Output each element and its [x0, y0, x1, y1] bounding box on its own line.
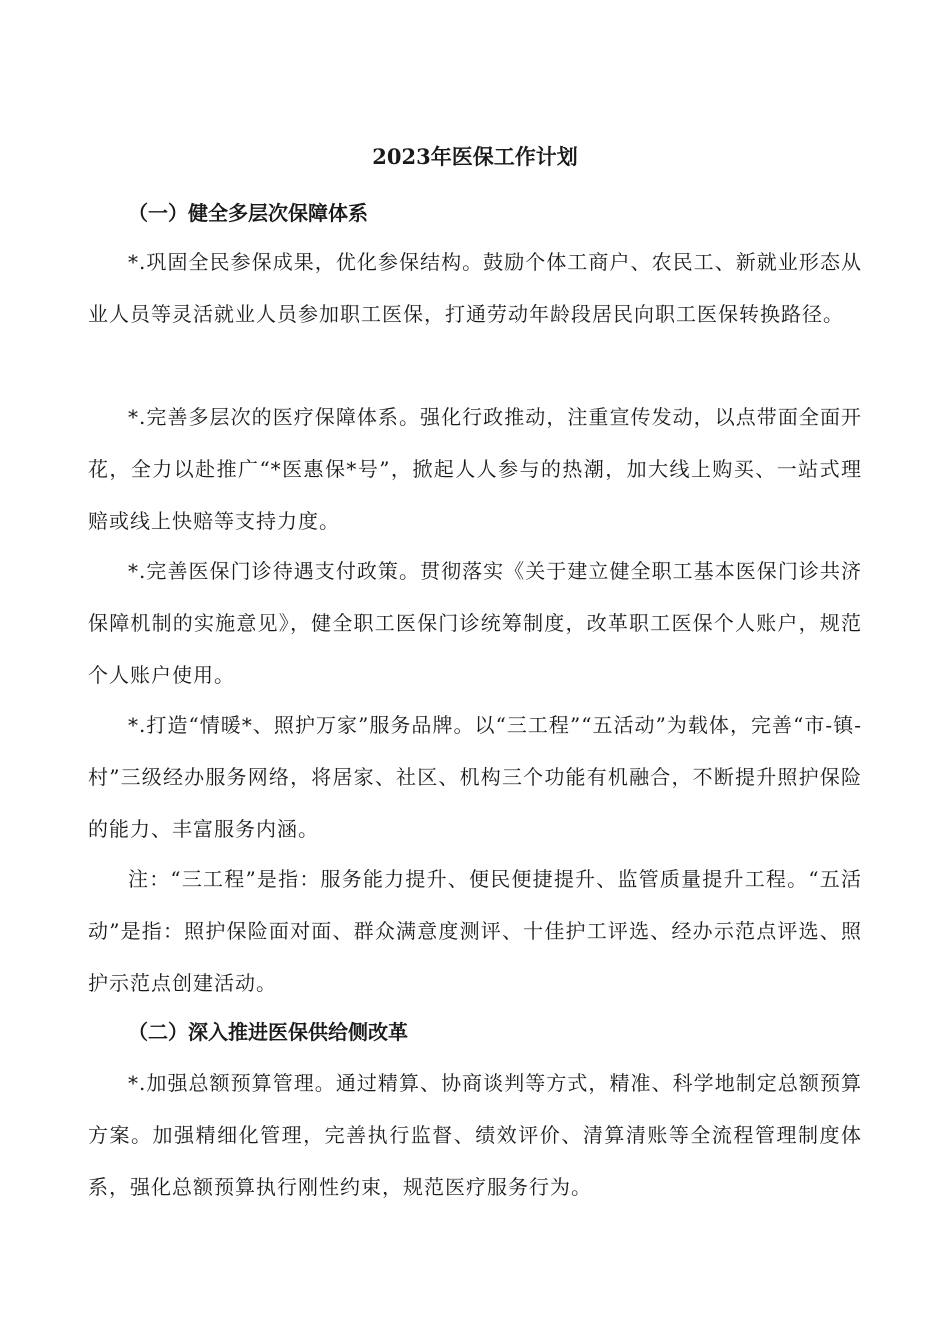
- paragraph: *.完善医保门诊待遇支付政策。贯彻落实《关于建立健全职工基本医保门诊共济保障机制的实施意见》，健全职工医保门诊统筹制度，改革职工医保个人账户，规范个人账户使用。: [88, 559, 862, 687]
- document-title: 2023年医保工作计划: [372, 144, 578, 169]
- section-heading-1: （一）健全多层次保障体系: [128, 201, 368, 225]
- document-page: [88, 0, 862, 1344]
- note-paragraph: 注：“三工程”是指：服务能力提升、便民便捷提升、监管质量提升工程。“五活动”是指：照护保险面对面、群众满意度测评、十佳护工评选、经办示范点评选、照护示范点创建活动。: [88, 867, 862, 995]
- paragraph: *.巩固全民参保成果，优化参保结构。鼓励个体工商户、农民工、新就业形态从业人员等灵活就业人员参加职工医保，打通劳动年龄段居民向职工医保转换路径。: [88, 250, 862, 326]
- paragraph: *.完善多层次的医疗保障体系。强化行政推动，注重宣传发动，以点带面全面开花，全力以赴推广“*医惠保*号”，掀起人人参与的热潮，加大线上购买、一站式理赔或线上快赔等支持力度。: [88, 405, 862, 533]
- paragraph: *.打造“情暖*、照护万家”服务品牌。以“三工程”“五活动”为载体，完善“市-镇-村”三级经办服务网络，将居家、社区、机构三个功能有机融合，不断提升照护保险的能力、丰富服务内涵。: [88, 713, 862, 841]
- paragraph: *.加强总额预算管理。通过精算、协商谈判等方式，精准、科学地制定总额预算方案。加强精细化管理，完善执行监督、绩效评价、清算清账等全流程管理制度体系，强化总额预算执行刚性约束，规范医疗服务行为。: [88, 1071, 862, 1199]
- section-heading-2: （二）深入推进医保供给侧改革: [128, 1020, 408, 1044]
